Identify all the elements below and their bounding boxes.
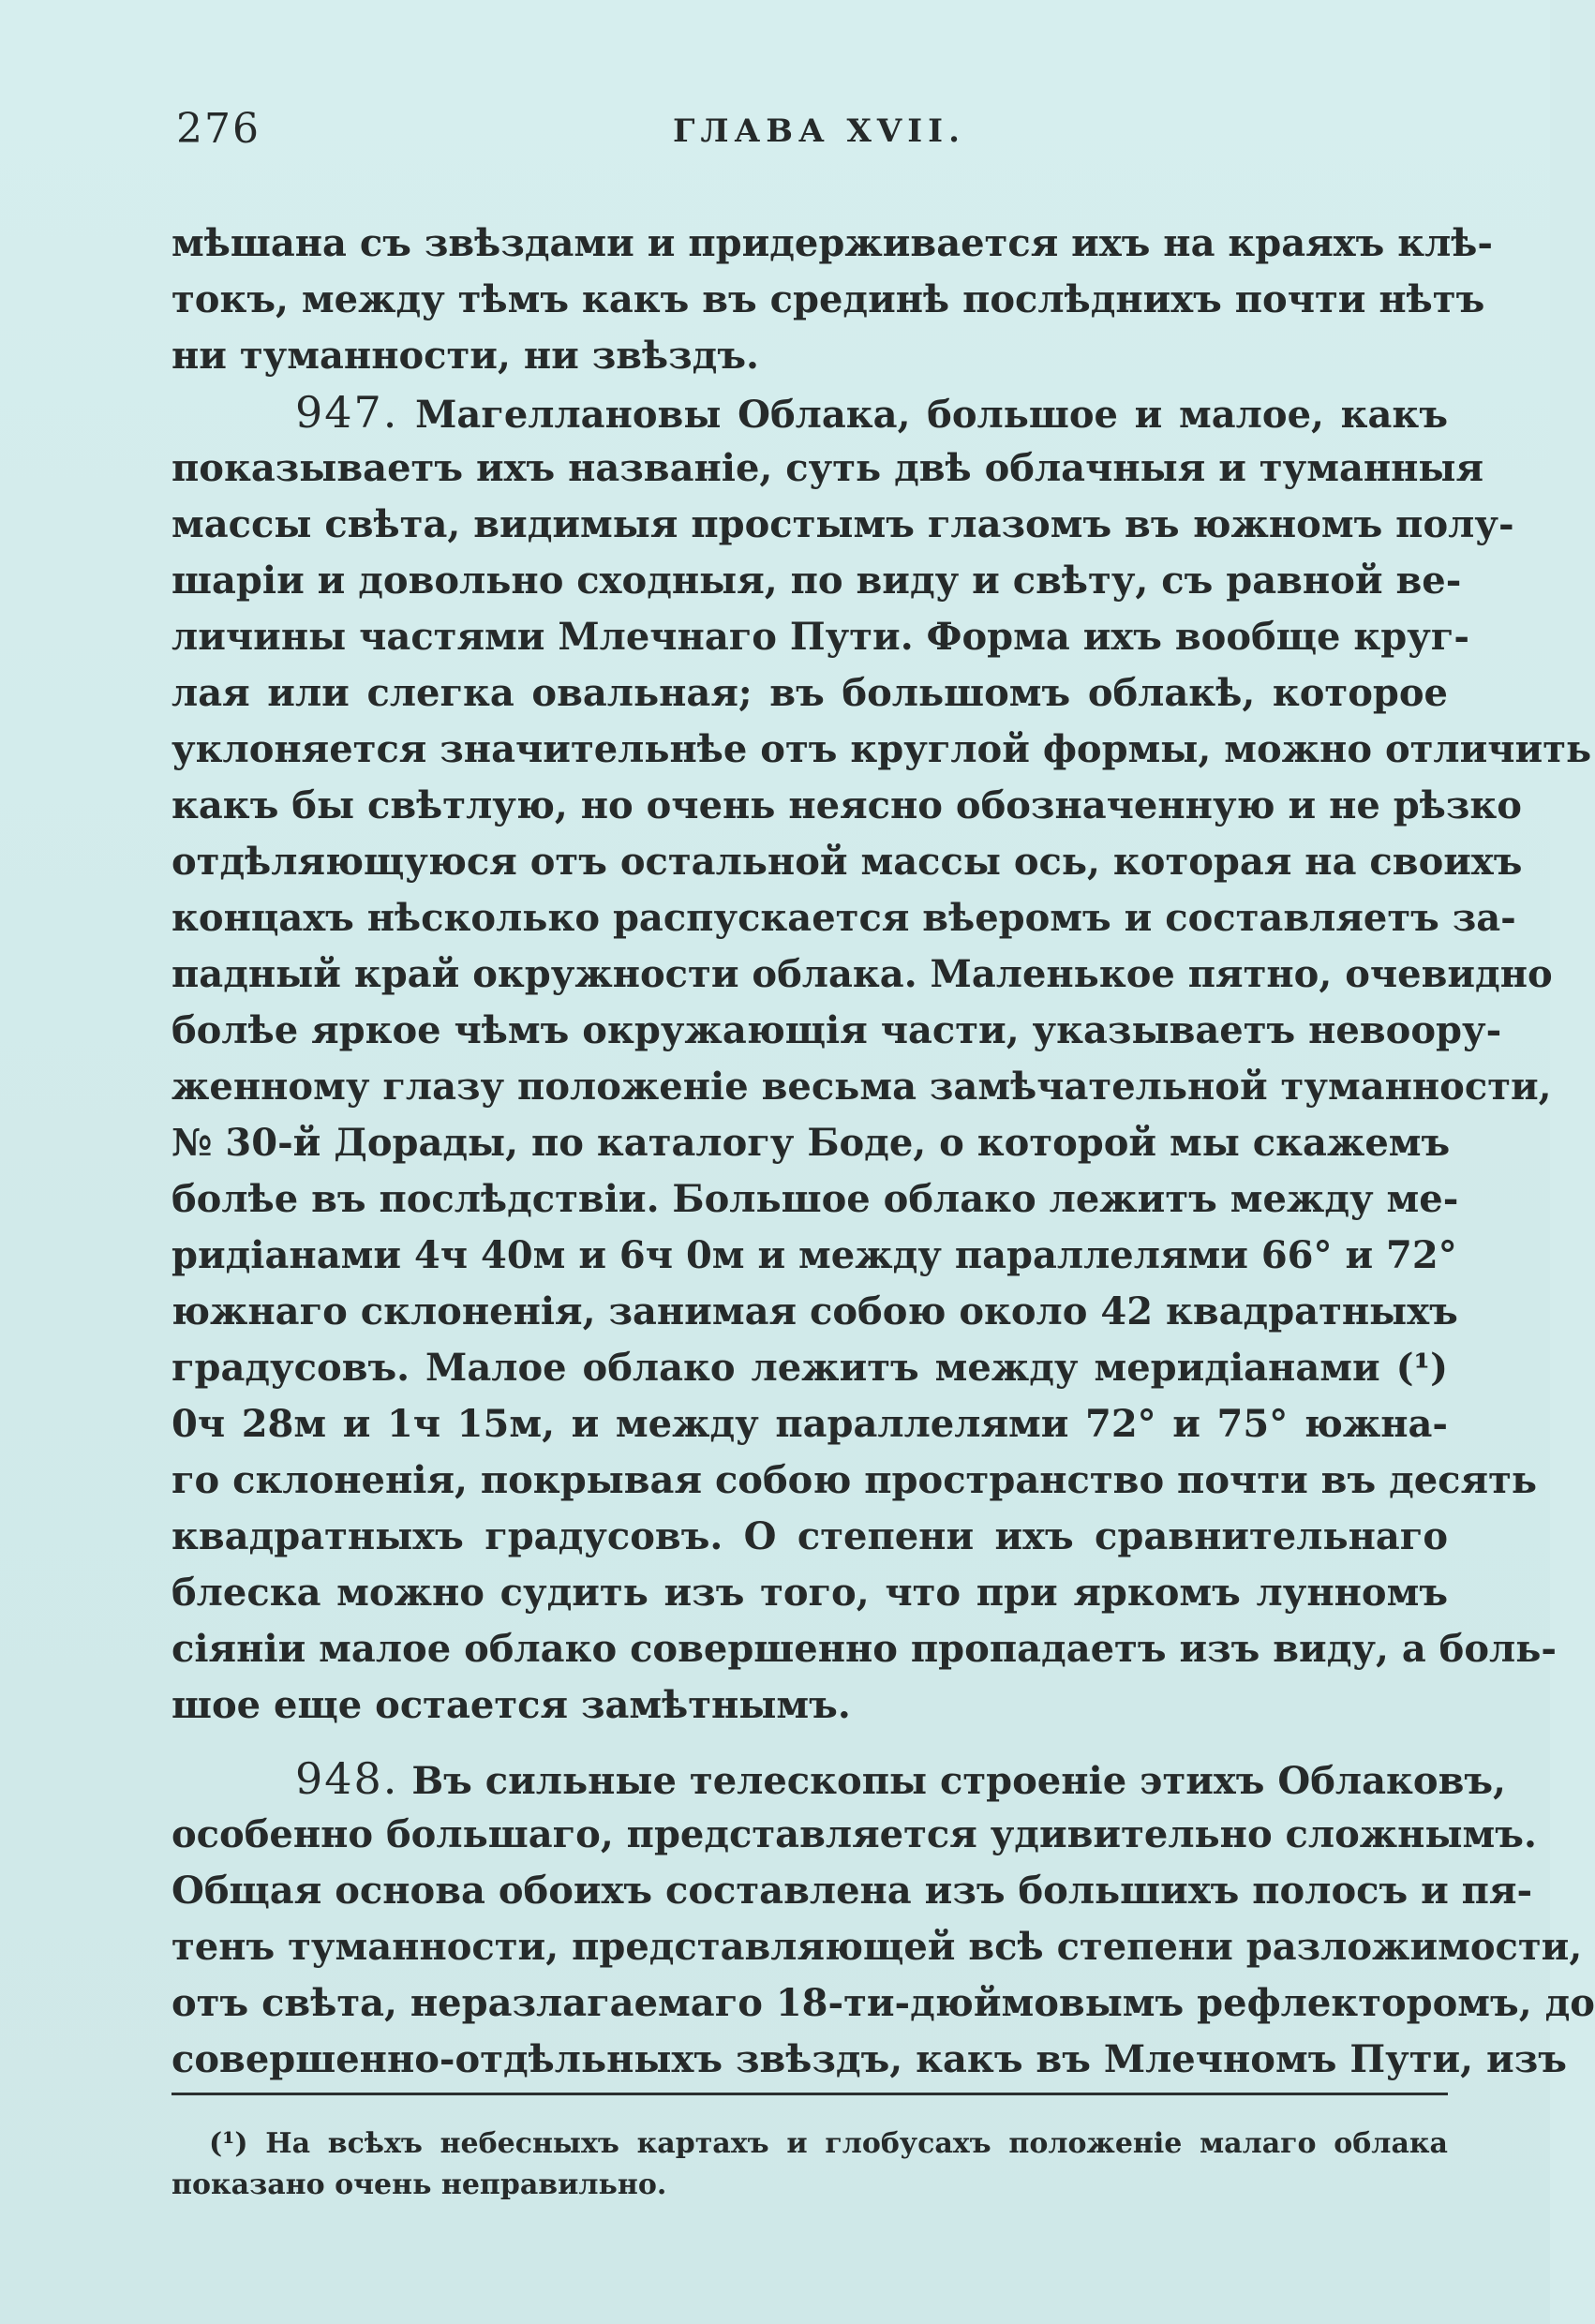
text-line: показываетъ ихъ названіе, суть двѣ облачныя и туманныя [171, 446, 1484, 490]
text-line [171, 384, 1448, 440]
text-line: отдѣляющуюся отъ остальной массы ось, которая на своихъ [171, 840, 1523, 884]
text-line: личины частями Млечнаго Пути. Форма ихъ вообще круг- [171, 615, 1469, 659]
text-line: массы свѣта, видимыя простымъ глазомъ въ южномъ полу- [171, 502, 1514, 546]
paragraph-947 [171, 384, 1592, 1734]
footnote-line: показано очень неправильно. [171, 2168, 667, 2201]
text-line: концахъ нѣсколько распускается вѣеромъ и составляетъ за- [171, 896, 1516, 940]
text-line: совершенно-отдѣльныхъ звѣздъ, какъ въ Млечномъ Пути, изъ [171, 2037, 1567, 2081]
text-line: женному глазу положеніе весьма замѣчательной туманности, [171, 1065, 1552, 1109]
text-line: квадратныхъ градусовъ. О степени ихъ сравнительнаго [171, 1514, 1448, 1558]
text-line: уклоняется значительнѣе отъ круглой формы, можно отличить [171, 727, 1592, 771]
text-line: тенъ туманности, представляющей всѣ степени разложимости, [171, 1925, 1583, 1969]
text-line: какъ бы свѣтлую, но очень неясно обозначенную и не рѣзко [171, 783, 1522, 827]
text-fragment: Въ сильные телескопы строеніе этихъ Облаковъ, [411, 1759, 1506, 1803]
paragraph-number: 948. [295, 1753, 399, 1804]
text-line: болѣе яркое чѣмъ окружающія части, указываетъ невоору- [171, 1008, 1502, 1052]
text-line: лая или слегка овальная; въ большомъ облакѣ, которое [171, 671, 1448, 715]
body-text [171, 216, 1595, 2088]
text-line: Общая основа обоихъ составлена изъ большихъ полосъ и пя- [171, 1869, 1533, 1913]
text-line: шаріи и довольно сходныя, по виду и свѣту, съ равной ве- [171, 559, 1462, 603]
page-header [176, 105, 1451, 161]
text-line: отъ свѣта, неразлагаемаго 18-ти-дюймовымъ рефлекторомъ, до [171, 1981, 1595, 2025]
text-line: падный край окружности облака. Маленькое пятно, очевидно [171, 952, 1553, 996]
text-line: сіяніи малое облако совершенно пропадаетъ изъ виду, а боль- [171, 1627, 1557, 1671]
text-line [171, 1750, 1506, 1807]
text-line: южнаго склоненія, занимая собою около 42 квадратныхъ [171, 1289, 1458, 1333]
paragraph-number: 947. [295, 387, 399, 438]
page-number: 276 [176, 105, 261, 153]
text-line: 0ч 28м и 1ч 15м, и между параллелями 72° и 75° южна- [171, 1402, 1448, 1446]
text-line: № 30-й Дорады, по каталогу Боде, о которой мы скажемъ [171, 1121, 1451, 1165]
text-line: особенно большаго, представляется удивительно сложнымъ. [171, 1812, 1537, 1856]
text-line: градусовъ. Малое облако лежитъ между меридіанами (¹) [171, 1346, 1448, 1390]
paragraph-gap [171, 1734, 1448, 1750]
footnote-line: (¹) На всѣхъ небесныхъ картахъ и глобусахъ положеніе малаго облака [209, 2127, 1448, 2160]
paragraph-948 [171, 1750, 1595, 2088]
footnote-divider [171, 2093, 1448, 2095]
text-line: шое еще остается замѣтнымъ. [171, 1683, 851, 1727]
text-line: мѣшана съ звѣздами и придерживается ихъ на краяхъ клѣ- [171, 221, 1494, 265]
text-line: болѣе въ послѣдствіи. Большое облако лежитъ между ме- [171, 1177, 1459, 1221]
text-fragment: Магеллановы Облака, большое и малое, какъ [415, 393, 1448, 437]
paragraph-continued [171, 216, 1494, 384]
running-head: ГЛАВА XVII. [673, 112, 965, 150]
text-line: ни туманности, ни звѣздъ. [171, 334, 759, 378]
text-line: блеска можно судить изъ того, что при яркомъ лунномъ [171, 1571, 1448, 1615]
text-line: ридіанами 4ч 40м и 6ч 0м и между параллелями 66° и 72° [171, 1233, 1457, 1277]
text-line: го склоненія, покрывая собою пространство почти въ десять [171, 1458, 1538, 1502]
footnotes [171, 2123, 1448, 2206]
text-line: токъ, между тѣмъ какъ въ срединѣ послѣднихъ почти нѣтъ [171, 277, 1485, 321]
